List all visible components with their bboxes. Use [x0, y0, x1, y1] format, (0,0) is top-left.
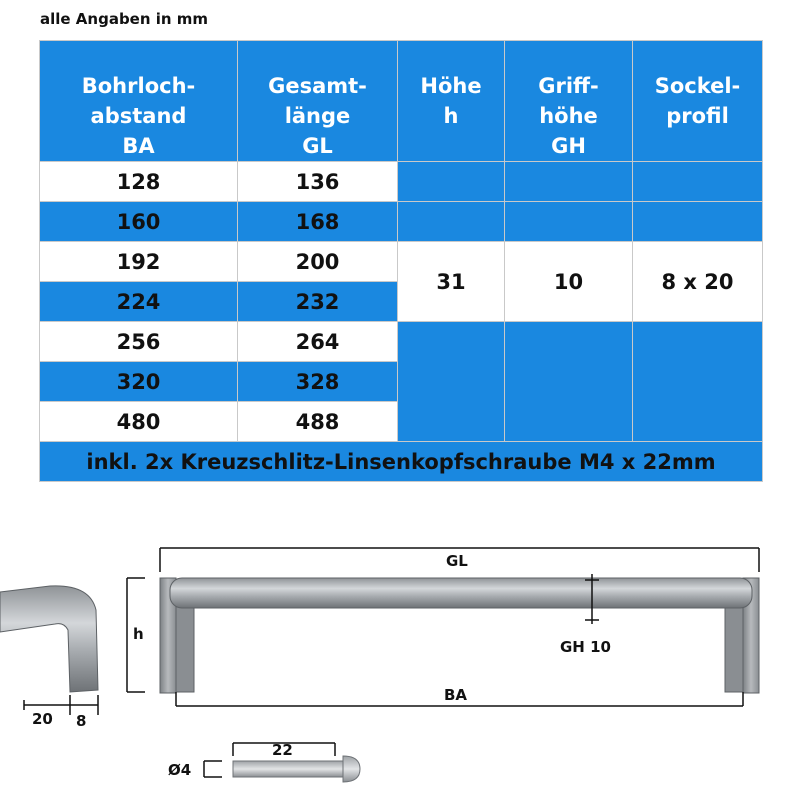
technical-drawing	[0, 530, 800, 800]
cell-gl: 232	[238, 282, 398, 322]
cell-hoehe-bottom	[398, 322, 505, 442]
cell-gl: 200	[238, 242, 398, 282]
cell-ba: 160	[40, 202, 238, 242]
gl-label: GL	[446, 552, 468, 570]
screw-diameter-label: Ø4	[168, 761, 192, 779]
table-row	[40, 162, 763, 202]
cell-hoehe-top	[398, 162, 505, 202]
header-line: Höhe	[420, 74, 482, 98]
cell-ba: 128	[40, 162, 238, 202]
handle-profile-view	[0, 586, 98, 730]
footer-row	[40, 442, 763, 482]
cell-gl: 488	[238, 402, 398, 442]
profile-width-label: 20	[32, 710, 53, 728]
cell-ba: 256	[40, 322, 238, 362]
screw-length-label: 22	[272, 741, 293, 759]
cell-griffhoehe-bottom	[505, 322, 633, 442]
cell-ba: 320	[40, 362, 238, 402]
cell-gl: 168	[238, 202, 398, 242]
spec-table	[39, 40, 763, 482]
units-note: alle Angaben in mm	[40, 10, 209, 28]
cell-sockelprofil-bottom	[633, 322, 763, 442]
header-line: Gesamt-	[268, 74, 367, 98]
cell-sockelprofil: 8 x 20	[633, 242, 763, 322]
cell-griffhoehe-top	[505, 202, 633, 242]
header-hoehe	[398, 41, 505, 162]
handle-bar	[170, 578, 752, 608]
profile-depth-label: 8	[76, 712, 87, 730]
header-gesamtlaenge	[238, 41, 398, 162]
header-line: länge	[284, 104, 351, 128]
header-line: h	[443, 104, 459, 128]
header-griffhoehe	[505, 41, 633, 162]
header-line: GH	[551, 134, 586, 158]
handle-front-view	[127, 548, 759, 706]
header-line: profil	[666, 104, 729, 128]
table-row	[40, 242, 763, 282]
header-line: Bohrloch-	[81, 74, 196, 98]
screw-head	[343, 756, 360, 782]
screw-view	[168, 741, 360, 782]
ba-label: BA	[444, 686, 468, 704]
header-line: abstand	[90, 104, 187, 128]
cell-griffhoehe-top	[505, 162, 633, 202]
cell-sockelprofil-top	[633, 162, 763, 202]
cell-ba: 192	[40, 242, 238, 282]
header-line: BA	[122, 134, 155, 158]
cell-hoehe: 31	[398, 242, 505, 322]
table-row	[40, 202, 763, 242]
cell-griffhoehe: 10	[505, 242, 633, 322]
cell-ba: 224	[40, 282, 238, 322]
cell-ba: 480	[40, 402, 238, 442]
table-footer: inkl. 2x Kreuzschlitz-Linsenkopfschraube M4 x 22mm	[40, 442, 763, 482]
cell-gl: 328	[238, 362, 398, 402]
h-label: h	[133, 625, 144, 643]
cell-sockelprofil-top	[633, 202, 763, 242]
table-row	[40, 322, 763, 362]
right-foot	[725, 604, 743, 692]
cell-gl: 136	[238, 162, 398, 202]
header-line: GL	[302, 134, 333, 158]
profile-shape	[0, 586, 98, 692]
screw-shaft	[233, 761, 343, 777]
header-line: höhe	[539, 104, 598, 128]
left-foot	[176, 604, 194, 692]
header-bohrlochabstand	[40, 41, 238, 162]
cell-hoehe-top	[398, 202, 505, 242]
gh-label: GH 10	[560, 638, 611, 656]
header-sockelprofil	[633, 41, 763, 162]
header-line: Sockel-	[654, 74, 741, 98]
header-line: Griff-	[538, 74, 599, 98]
cell-gl: 264	[238, 322, 398, 362]
header-row	[40, 41, 763, 162]
